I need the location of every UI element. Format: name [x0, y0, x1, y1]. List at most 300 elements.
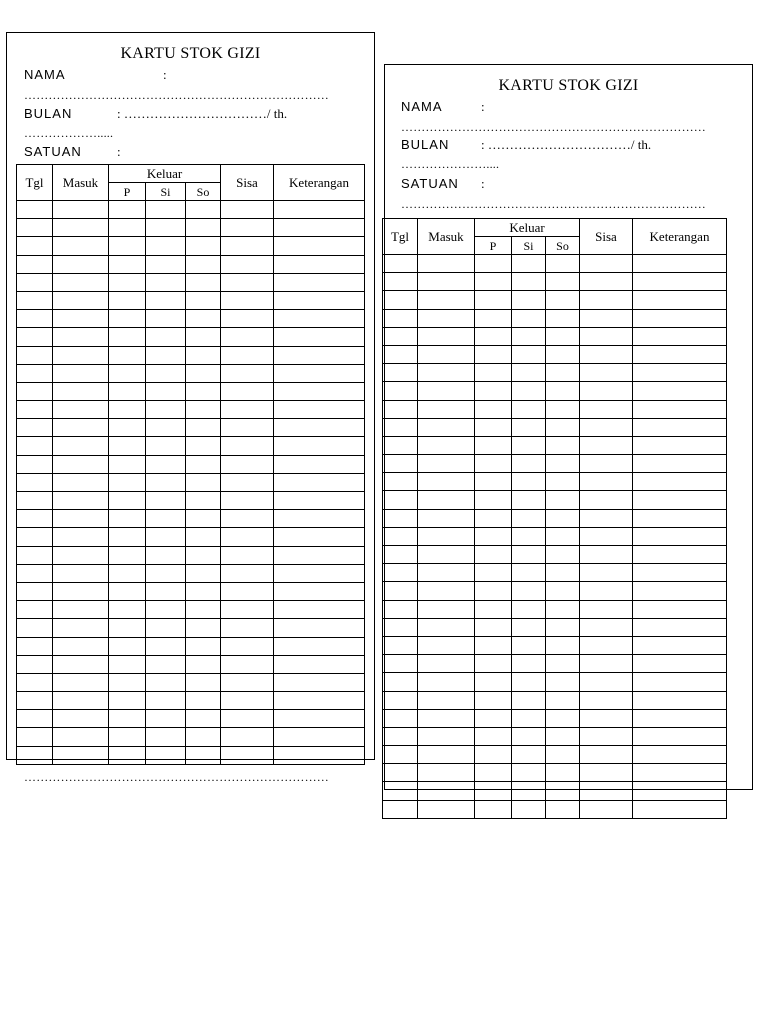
table-cell[interactable]: [383, 382, 418, 400]
table-cell[interactable]: [512, 473, 546, 491]
table-cell[interactable]: [633, 291, 727, 309]
table-cell[interactable]: [17, 746, 53, 764]
table-cell[interactable]: [186, 201, 221, 219]
table-cell[interactable]: [17, 710, 53, 728]
table-cell[interactable]: [109, 582, 146, 600]
table-cell[interactable]: [17, 237, 53, 255]
table-cell[interactable]: [512, 709, 546, 727]
table-cell[interactable]: [17, 401, 53, 419]
table-cell[interactable]: [475, 636, 512, 654]
table-cell[interactable]: [17, 510, 53, 528]
table-cell[interactable]: [109, 619, 146, 637]
table-cell[interactable]: [221, 746, 274, 764]
table-cell[interactable]: [512, 764, 546, 782]
table-cell[interactable]: [109, 601, 146, 619]
table-cell[interactable]: [475, 600, 512, 618]
table-cell[interactable]: [633, 345, 727, 363]
table-cell[interactable]: [221, 510, 274, 528]
table-cell[interactable]: [546, 509, 580, 527]
table-cell[interactable]: [546, 636, 580, 654]
table-cell[interactable]: [418, 546, 475, 564]
table-cell[interactable]: [274, 401, 365, 419]
table-cell[interactable]: [53, 746, 109, 764]
table-cell[interactable]: [633, 709, 727, 727]
table-cell[interactable]: [53, 419, 109, 437]
table-cell[interactable]: [274, 728, 365, 746]
table-cell[interactable]: [633, 455, 727, 473]
table-cell[interactable]: [475, 418, 512, 436]
table-cell[interactable]: [512, 655, 546, 673]
table-cell[interactable]: [221, 728, 274, 746]
table-cell[interactable]: [546, 436, 580, 454]
table-cell[interactable]: [512, 382, 546, 400]
table-cell[interactable]: [580, 691, 633, 709]
table-cell[interactable]: [17, 219, 53, 237]
table-cell[interactable]: [512, 564, 546, 582]
table-cell[interactable]: [475, 673, 512, 691]
table-cell[interactable]: [383, 309, 418, 327]
table-cell[interactable]: [418, 655, 475, 673]
table-cell[interactable]: [109, 637, 146, 655]
table-cell[interactable]: [53, 546, 109, 564]
table-cell[interactable]: [512, 691, 546, 709]
table-cell[interactable]: [146, 455, 186, 473]
table-cell[interactable]: [418, 691, 475, 709]
table-cell[interactable]: [633, 782, 727, 800]
table-cell[interactable]: [186, 273, 221, 291]
table-cell[interactable]: [546, 473, 580, 491]
table-cell[interactable]: [221, 564, 274, 582]
table-cell[interactable]: [274, 291, 365, 309]
table-cell[interactable]: [53, 201, 109, 219]
table-cell[interactable]: [512, 509, 546, 527]
table-cell[interactable]: [633, 327, 727, 345]
table-cell[interactable]: [146, 492, 186, 510]
table-cell[interactable]: [383, 727, 418, 745]
table-cell[interactable]: [109, 710, 146, 728]
table-cell[interactable]: [546, 291, 580, 309]
table-cell[interactable]: [418, 491, 475, 509]
table-cell[interactable]: [274, 528, 365, 546]
table-cell[interactable]: [580, 291, 633, 309]
table-cell[interactable]: [274, 382, 365, 400]
table-cell[interactable]: [418, 436, 475, 454]
table-cell[interactable]: [146, 401, 186, 419]
table-cell[interactable]: [475, 455, 512, 473]
table-cell[interactable]: [146, 728, 186, 746]
table-cell[interactable]: [53, 510, 109, 528]
bulan-value[interactable]: : ……………………………/ th.: [117, 106, 288, 121]
table-cell[interactable]: [546, 727, 580, 745]
table-cell[interactable]: [633, 418, 727, 436]
table-cell[interactable]: [512, 727, 546, 745]
table-cell[interactable]: [383, 527, 418, 545]
table-cell[interactable]: [580, 564, 633, 582]
table-cell[interactable]: [186, 364, 221, 382]
table-cell[interactable]: [221, 619, 274, 637]
table-cell[interactable]: [186, 728, 221, 746]
table-cell[interactable]: [546, 746, 580, 764]
table-cell[interactable]: [17, 492, 53, 510]
table-cell[interactable]: [418, 255, 475, 273]
table-cell[interactable]: [109, 564, 146, 582]
table-cell[interactable]: [475, 582, 512, 600]
table-cell[interactable]: [186, 328, 221, 346]
table-cell[interactable]: [146, 673, 186, 691]
table-cell[interactable]: [580, 800, 633, 818]
bulan-year-line[interactable]: …………………....: [401, 157, 500, 171]
table-cell[interactable]: [512, 673, 546, 691]
table-cell[interactable]: [580, 491, 633, 509]
table-cell[interactable]: [109, 237, 146, 255]
table-cell[interactable]: [53, 528, 109, 546]
table-cell[interactable]: [53, 255, 109, 273]
table-cell[interactable]: [221, 346, 274, 364]
table-cell[interactable]: [580, 764, 633, 782]
table-cell[interactable]: [580, 636, 633, 654]
table-cell[interactable]: [383, 709, 418, 727]
table-cell[interactable]: [53, 673, 109, 691]
table-cell[interactable]: [383, 564, 418, 582]
table-cell[interactable]: [633, 600, 727, 618]
table-cell[interactable]: [580, 436, 633, 454]
table-cell[interactable]: [546, 309, 580, 327]
table-cell[interactable]: [383, 655, 418, 673]
table-cell[interactable]: [53, 382, 109, 400]
table-cell[interactable]: [580, 473, 633, 491]
table-cell[interactable]: [221, 473, 274, 491]
table-cell[interactable]: [633, 564, 727, 582]
table-cell[interactable]: [512, 455, 546, 473]
table-cell[interactable]: [383, 582, 418, 600]
table-cell[interactable]: [418, 709, 475, 727]
table-cell[interactable]: [109, 401, 146, 419]
table-cell[interactable]: [418, 309, 475, 327]
table-cell[interactable]: [109, 655, 146, 673]
table-cell[interactable]: [633, 273, 727, 291]
table-cell[interactable]: [186, 219, 221, 237]
table-cell[interactable]: [109, 728, 146, 746]
satuan-colon[interactable]: :: [481, 176, 485, 191]
table-cell[interactable]: [109, 437, 146, 455]
table-cell[interactable]: [383, 418, 418, 436]
table-cell[interactable]: [186, 528, 221, 546]
table-cell[interactable]: [146, 382, 186, 400]
table-cell[interactable]: [580, 600, 633, 618]
table-cell[interactable]: [633, 636, 727, 654]
table-cell[interactable]: [274, 328, 365, 346]
table-cell[interactable]: [186, 619, 221, 637]
table-cell[interactable]: [475, 655, 512, 673]
table-cell[interactable]: [146, 746, 186, 764]
footer-line-left[interactable]: …………………………………………………………………: [24, 770, 329, 784]
table-cell[interactable]: [146, 346, 186, 364]
table-cell[interactable]: [221, 273, 274, 291]
table-cell[interactable]: [186, 510, 221, 528]
table-cell[interactable]: [221, 492, 274, 510]
table-cell[interactable]: [580, 400, 633, 418]
table-cell[interactable]: [186, 582, 221, 600]
table-cell[interactable]: [418, 746, 475, 764]
table-cell[interactable]: [221, 455, 274, 473]
table-cell[interactable]: [418, 782, 475, 800]
table-cell[interactable]: [546, 764, 580, 782]
table-cell[interactable]: [274, 437, 365, 455]
table-cell[interactable]: [17, 673, 53, 691]
table-cell[interactable]: [109, 346, 146, 364]
table-cell[interactable]: [221, 710, 274, 728]
table-cell[interactable]: [383, 600, 418, 618]
table-cell[interactable]: [146, 510, 186, 528]
table-cell[interactable]: [475, 782, 512, 800]
bulan-year-line[interactable]: ……………….....: [24, 126, 114, 140]
table-cell[interactable]: [418, 636, 475, 654]
table-cell[interactable]: [274, 601, 365, 619]
table-cell[interactable]: [383, 764, 418, 782]
table-cell[interactable]: [146, 710, 186, 728]
table-cell[interactable]: [146, 310, 186, 328]
table-cell[interactable]: [580, 655, 633, 673]
table-cell[interactable]: [221, 692, 274, 710]
table-cell[interactable]: [475, 364, 512, 382]
table-cell[interactable]: [546, 691, 580, 709]
table-cell[interactable]: [546, 673, 580, 691]
table-cell[interactable]: [512, 527, 546, 545]
table-cell[interactable]: [109, 492, 146, 510]
table-cell[interactable]: [633, 309, 727, 327]
table-cell[interactable]: [580, 746, 633, 764]
table-cell[interactable]: [475, 709, 512, 727]
table-cell[interactable]: [109, 382, 146, 400]
table-cell[interactable]: [475, 400, 512, 418]
table-cell[interactable]: [17, 382, 53, 400]
table-cell[interactable]: [418, 455, 475, 473]
table-cell[interactable]: [383, 618, 418, 636]
table-cell[interactable]: [221, 419, 274, 437]
table-cell[interactable]: [186, 746, 221, 764]
table-cell[interactable]: [53, 728, 109, 746]
table-cell[interactable]: [580, 255, 633, 273]
table-cell[interactable]: [221, 655, 274, 673]
table-cell[interactable]: [418, 564, 475, 582]
satuan-value-line[interactable]: …………………………………………………………………: [401, 197, 706, 211]
table-cell[interactable]: [146, 619, 186, 637]
table-cell[interactable]: [512, 782, 546, 800]
table-cell[interactable]: [109, 419, 146, 437]
table-cell[interactable]: [546, 364, 580, 382]
table-cell[interactable]: [53, 401, 109, 419]
table-cell[interactable]: [475, 309, 512, 327]
table-cell[interactable]: [146, 473, 186, 491]
table-cell[interactable]: [546, 255, 580, 273]
table-cell[interactable]: [475, 764, 512, 782]
table-cell[interactable]: [512, 546, 546, 564]
table-cell[interactable]: [633, 691, 727, 709]
table-cell[interactable]: [383, 746, 418, 764]
table-cell[interactable]: [109, 510, 146, 528]
table-cell[interactable]: [146, 601, 186, 619]
table-cell[interactable]: [633, 582, 727, 600]
table-cell[interactable]: [475, 691, 512, 709]
table-cell[interactable]: [418, 800, 475, 818]
table-cell[interactable]: [17, 437, 53, 455]
table-cell[interactable]: [221, 582, 274, 600]
table-cell[interactable]: [221, 673, 274, 691]
table-cell[interactable]: [633, 618, 727, 636]
table-cell[interactable]: [109, 455, 146, 473]
table-cell[interactable]: [221, 601, 274, 619]
table-cell[interactable]: [17, 637, 53, 655]
table-cell[interactable]: [274, 201, 365, 219]
table-cell[interactable]: [53, 455, 109, 473]
table-cell[interactable]: [633, 436, 727, 454]
table-cell[interactable]: [418, 509, 475, 527]
table-cell[interactable]: [633, 400, 727, 418]
table-cell[interactable]: [580, 709, 633, 727]
bulan-value[interactable]: : ……………………………/ th.: [481, 137, 652, 152]
table-cell[interactable]: [274, 637, 365, 655]
table-cell[interactable]: [383, 673, 418, 691]
table-cell[interactable]: [17, 328, 53, 346]
table-cell[interactable]: [418, 291, 475, 309]
table-cell[interactable]: [418, 345, 475, 363]
table-cell[interactable]: [475, 509, 512, 527]
nama-value-line[interactable]: …………………………………………………………………: [24, 88, 329, 102]
table-cell[interactable]: [580, 527, 633, 545]
table-cell[interactable]: [512, 291, 546, 309]
table-cell[interactable]: [580, 382, 633, 400]
satuan-colon[interactable]: :: [117, 144, 121, 159]
table-cell[interactable]: [274, 510, 365, 528]
table-cell[interactable]: [221, 310, 274, 328]
table-cell[interactable]: [383, 455, 418, 473]
table-cell[interactable]: [186, 710, 221, 728]
table-cell[interactable]: [17, 655, 53, 673]
table-cell[interactable]: [17, 619, 53, 637]
table-cell[interactable]: [53, 582, 109, 600]
table-cell[interactable]: [274, 564, 365, 582]
table-cell[interactable]: [109, 692, 146, 710]
table-cell[interactable]: [186, 291, 221, 309]
table-cell[interactable]: [512, 746, 546, 764]
table-cell[interactable]: [633, 255, 727, 273]
table-cell[interactable]: [383, 473, 418, 491]
table-cell[interactable]: [146, 637, 186, 655]
table-cell[interactable]: [146, 546, 186, 564]
nama-colon[interactable]: :: [481, 99, 485, 114]
table-cell[interactable]: [186, 473, 221, 491]
table-cell[interactable]: [186, 437, 221, 455]
table-cell[interactable]: [512, 309, 546, 327]
table-cell[interactable]: [109, 201, 146, 219]
table-cell[interactable]: [475, 345, 512, 363]
table-cell[interactable]: [580, 455, 633, 473]
table-cell[interactable]: [633, 655, 727, 673]
table-cell[interactable]: [186, 637, 221, 655]
table-cell[interactable]: [186, 492, 221, 510]
table-cell[interactable]: [186, 255, 221, 273]
table-cell[interactable]: [383, 636, 418, 654]
table-cell[interactable]: [109, 310, 146, 328]
table-cell[interactable]: [383, 691, 418, 709]
table-cell[interactable]: [633, 746, 727, 764]
table-cell[interactable]: [512, 327, 546, 345]
table-cell[interactable]: [383, 546, 418, 564]
table-cell[interactable]: [546, 782, 580, 800]
table-cell[interactable]: [186, 546, 221, 564]
table-cell[interactable]: [17, 564, 53, 582]
table-cell[interactable]: [17, 601, 53, 619]
table-cell[interactable]: [546, 345, 580, 363]
table-cell[interactable]: [186, 419, 221, 437]
table-cell[interactable]: [221, 637, 274, 655]
table-cell[interactable]: [221, 364, 274, 382]
table-cell[interactable]: [475, 727, 512, 745]
table-cell[interactable]: [633, 546, 727, 564]
table-cell[interactable]: [146, 692, 186, 710]
table-cell[interactable]: [274, 692, 365, 710]
table-cell[interactable]: [17, 473, 53, 491]
table-cell[interactable]: [53, 346, 109, 364]
table-cell[interactable]: [418, 527, 475, 545]
table-cell[interactable]: [512, 636, 546, 654]
table-cell[interactable]: [146, 201, 186, 219]
table-cell[interactable]: [418, 364, 475, 382]
table-cell[interactable]: [546, 582, 580, 600]
table-cell[interactable]: [475, 436, 512, 454]
table-cell[interactable]: [109, 528, 146, 546]
table-cell[interactable]: [512, 618, 546, 636]
table-cell[interactable]: [186, 310, 221, 328]
table-cell[interactable]: [221, 201, 274, 219]
table-cell[interactable]: [580, 546, 633, 564]
table-cell[interactable]: [546, 527, 580, 545]
table-cell[interactable]: [580, 418, 633, 436]
table-cell[interactable]: [17, 546, 53, 564]
table-cell[interactable]: [274, 619, 365, 637]
table-cell[interactable]: [274, 273, 365, 291]
table-cell[interactable]: [512, 600, 546, 618]
table-cell[interactable]: [418, 673, 475, 691]
table-cell[interactable]: [546, 655, 580, 673]
table-cell[interactable]: [512, 436, 546, 454]
table-cell[interactable]: [109, 546, 146, 564]
table-cell[interactable]: [580, 782, 633, 800]
table-cell[interactable]: [546, 709, 580, 727]
table-cell[interactable]: [546, 600, 580, 618]
table-cell[interactable]: [512, 582, 546, 600]
table-cell[interactable]: [633, 727, 727, 745]
table-cell[interactable]: [146, 437, 186, 455]
table-cell[interactable]: [274, 255, 365, 273]
table-cell[interactable]: [17, 455, 53, 473]
table-cell[interactable]: [146, 564, 186, 582]
table-cell[interactable]: [546, 564, 580, 582]
table-cell[interactable]: [274, 346, 365, 364]
table-cell[interactable]: [633, 382, 727, 400]
table-cell[interactable]: [109, 746, 146, 764]
table-cell[interactable]: [146, 582, 186, 600]
table-cell[interactable]: [274, 310, 365, 328]
table-cell[interactable]: [274, 492, 365, 510]
table-cell[interactable]: [418, 764, 475, 782]
table-cell[interactable]: [53, 437, 109, 455]
table-cell[interactable]: [186, 455, 221, 473]
table-cell[interactable]: [475, 255, 512, 273]
table-cell[interactable]: [274, 473, 365, 491]
table-cell[interactable]: [17, 582, 53, 600]
table-cell[interactable]: [274, 455, 365, 473]
